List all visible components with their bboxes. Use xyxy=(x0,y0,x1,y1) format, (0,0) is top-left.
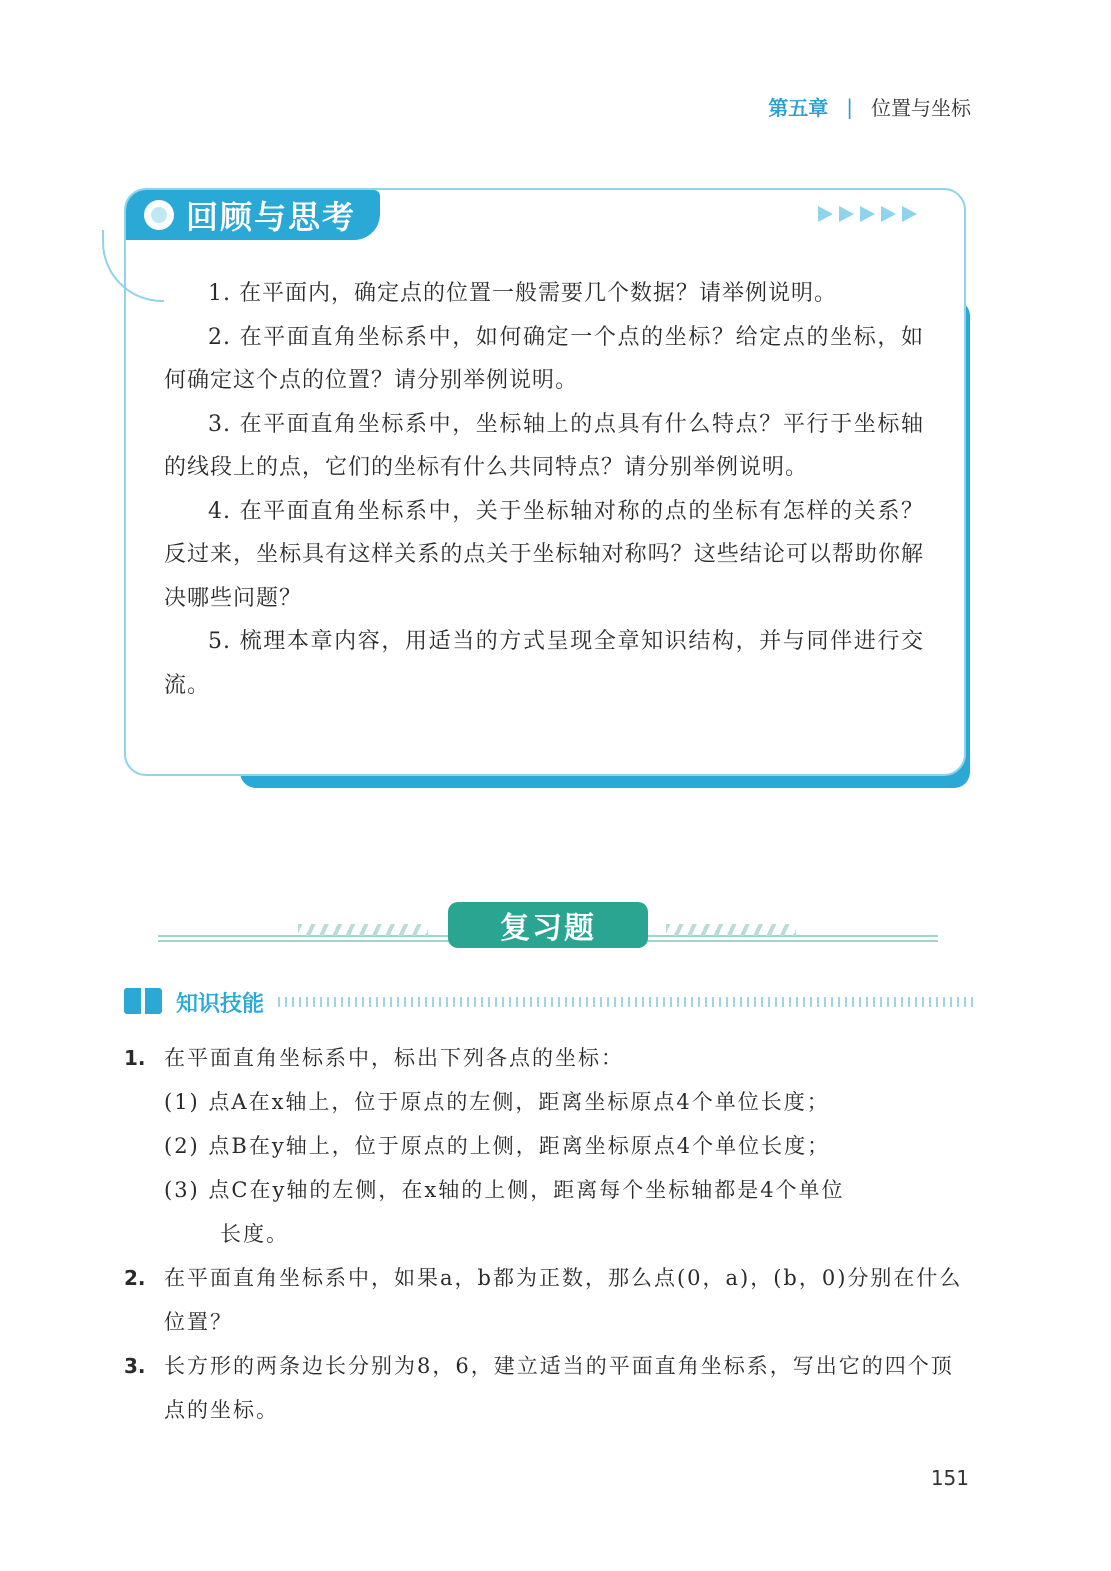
exercise-number: 2. xyxy=(124,1266,146,1290)
exercise-subitem-continued xyxy=(124,1212,974,1256)
exercise-text: 在平面直角坐标系中，如果a，b都为正数，那么点(0，a)，(b，0)分别在什么位置？ xyxy=(164,1266,963,1334)
exercise-item xyxy=(124,1036,974,1080)
skills-title: 知识技能 xyxy=(176,991,265,1017)
review-item-2: 2. 在平面直角坐标系中，如何确定一个点的坐标？给定点的坐标，如何确定这个点的位置？请分别举例说明。 xyxy=(164,324,924,393)
review-item-5: 5. 梳理本章内容，用适当的方式呈现全章知识结构，并与同伴进行交流。 xyxy=(164,629,924,698)
review-title-tab xyxy=(126,190,380,240)
running-header xyxy=(768,92,971,121)
hatch-decoration xyxy=(298,924,428,936)
exercise-list xyxy=(124,1036,974,1432)
exercise-subitem: (2) 点B在y轴上，位于原点的上侧，距离坐标原点4个单位长度； xyxy=(164,1134,831,1158)
chapter-topic: 位置与坐标 xyxy=(871,96,971,120)
circle-icon xyxy=(144,200,174,230)
book-icon xyxy=(124,986,162,1018)
exercise-subitem: (1) 点A在x轴上，位于原点的左侧，距离坐标原点4个单位长度； xyxy=(164,1090,830,1114)
header-separator: | xyxy=(846,94,853,119)
review-item-1: 1. 在平面内，确定点的位置一般需要几个数据？请举例说明。 xyxy=(208,281,837,306)
arrow-decoration-icon xyxy=(818,206,917,222)
exercise-item xyxy=(124,1344,974,1432)
exercise-title-tab xyxy=(448,902,648,948)
page-number: 151 xyxy=(930,1466,969,1490)
exercise-number: 1. xyxy=(124,1046,146,1070)
dotted-rule xyxy=(278,997,974,1007)
skills-heading xyxy=(124,984,974,1020)
exercise-text: 在平面直角坐标系中，标出下列各点的坐标： xyxy=(164,1046,624,1070)
review-item-3: 3. 在平面直角坐标系中，坐标轴上的点具有什么特点？平行于坐标轴的线段上的点，它们的坐标有什么共同特点？请分别举例说明。 xyxy=(164,411,924,480)
exercise-item xyxy=(124,1256,974,1344)
exercise-text: 长方形的两条边长分别为8，6，建立适当的平面直角坐标系，写出它的四个顶点的坐标。 xyxy=(164,1354,954,1422)
exercise-number: 3. xyxy=(124,1354,146,1378)
review-questions xyxy=(164,272,924,707)
review-item-4: 4. 在平面直角坐标系中，关于坐标轴对称的点的坐标有怎样的关系？反过来，坐标具有这样关系的点关于坐标轴对称吗？这些结论可以帮助你解决哪些问题？ xyxy=(164,498,924,611)
exercise-subitem-cont-text: 长度。 xyxy=(220,1222,289,1246)
review-title: 回顾与思考 xyxy=(186,198,357,236)
decorative-swirl xyxy=(102,230,164,302)
chapter-label: 第五章 xyxy=(768,96,829,120)
exercise-section-divider xyxy=(158,902,938,948)
exercise-subitem: (3) 点C在y轴的左侧，在x轴的上侧，距离每个坐标轴都是4个单位 xyxy=(164,1178,845,1202)
hatch-decoration xyxy=(666,924,796,936)
exercise-section-title: 复习题 xyxy=(500,911,596,946)
